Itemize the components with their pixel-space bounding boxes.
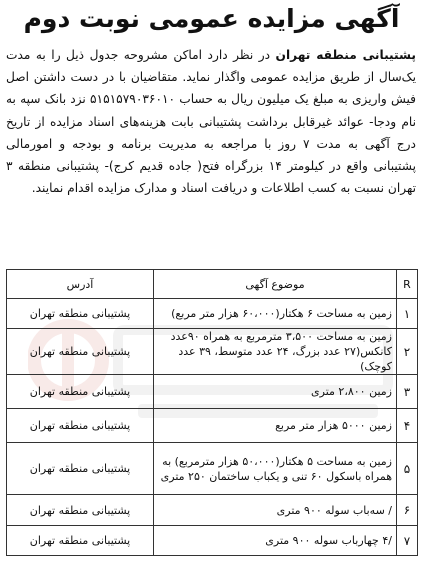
row-number: ۲ — [397, 329, 418, 375]
row-number: ۱ — [397, 299, 418, 329]
row-subject: / سه‌باب سوله ۹۰۰ متری — [154, 495, 397, 526]
row-number: ۳ — [397, 375, 418, 409]
table-row — [7, 375, 418, 409]
header-address: آدرس — [7, 270, 154, 299]
row-number: ۷ — [397, 526, 418, 556]
notice-title: آگهی مزایده عمومی نوبت دوم — [23, 4, 400, 33]
row-subject: زمین به مساحت ۵ هکتار(۵۰،۰۰۰ هزار مترمربع) به همراه باسکول ۶۰ تنی و یکباب ساختمان ۲۵۰ متری — [154, 443, 397, 495]
table-row — [7, 409, 418, 443]
row-number: ۶ — [397, 495, 418, 526]
row-address: پشتیبانی منطقه تهران — [7, 375, 154, 409]
table-header-row — [7, 270, 418, 299]
row-subject: /۴ چهارباب سوله ۹۰۰ متری — [154, 526, 397, 556]
notice-body-lead: پشتیبانی منطقه تهران — [275, 48, 416, 62]
header-row-number: R — [397, 270, 418, 299]
table-row — [7, 495, 418, 526]
row-address: پشتیبانی منطقه تهران — [7, 443, 154, 495]
row-address: پشتیبانی منطقه تهران — [7, 409, 154, 443]
row-subject: زمین به مساحت ۳،۵۰۰ مترمربع به همراه ۹۰عدد کانکس(۲۷ عدد بزرگ، ۲۴ عدد متوسط، ۳۹ عدد کوچک) — [154, 329, 397, 375]
row-address: پشتیبانی منطقه تهران — [7, 299, 154, 329]
row-number: ۵ — [397, 443, 418, 495]
table-row — [7, 443, 418, 495]
notice-body — [6, 44, 416, 266]
row-subject: زمین به مساحت ۶ هکتار(۶۰،۰۰۰ هزار متر مربع) — [154, 299, 397, 329]
header-subject: موضوع آگهی — [154, 270, 397, 299]
table-row — [7, 299, 418, 329]
table-row — [7, 526, 418, 556]
auction-table — [6, 269, 418, 556]
notice-body-text: در نظر دارد اماکن مشروحه جدول ذیل را به مدت یک‌سال از طریق مزایده عمومی واگذار نماید. متقاضیان با در دست داشتن اصل فیش واریزی به مبلغ یک میلیون ریال به حساب ۵۱۵۱۵۷۹۰۳۶۰۱۰ نزد بانک سپه به نام ودجا- عوائد غیرقابل برداشت پشتیبانی بابت هزینه‌های اسناد مزایده از تاریخ درج آگهی به مدت ۷ روز با مراجعه به مدیریت برنامه و بودجه و امورمالی پشتیبانی واقع در کیلومتر ۱۴ بزرگراه فتح( جاده قدیم کرج)- پشتیبانی منطقه ۳ تهران نسبت به کسب اطلاعات و دریافت اسناد و مدارک مزایده اقدام نمایند. — [6, 48, 416, 196]
row-subject: زمین ۲،۸۰۰ متری — [154, 375, 397, 409]
row-subject: زمین ۵۰۰۰ هزار متر مربع — [154, 409, 397, 443]
row-address: پشتیبانی منطقه تهران — [7, 495, 154, 526]
row-address: پشتیبانی منطقه تهران — [7, 329, 154, 375]
row-number: ۴ — [397, 409, 418, 443]
table-row — [7, 329, 418, 375]
row-address: پشتیبانی منطقه تهران — [7, 526, 154, 556]
